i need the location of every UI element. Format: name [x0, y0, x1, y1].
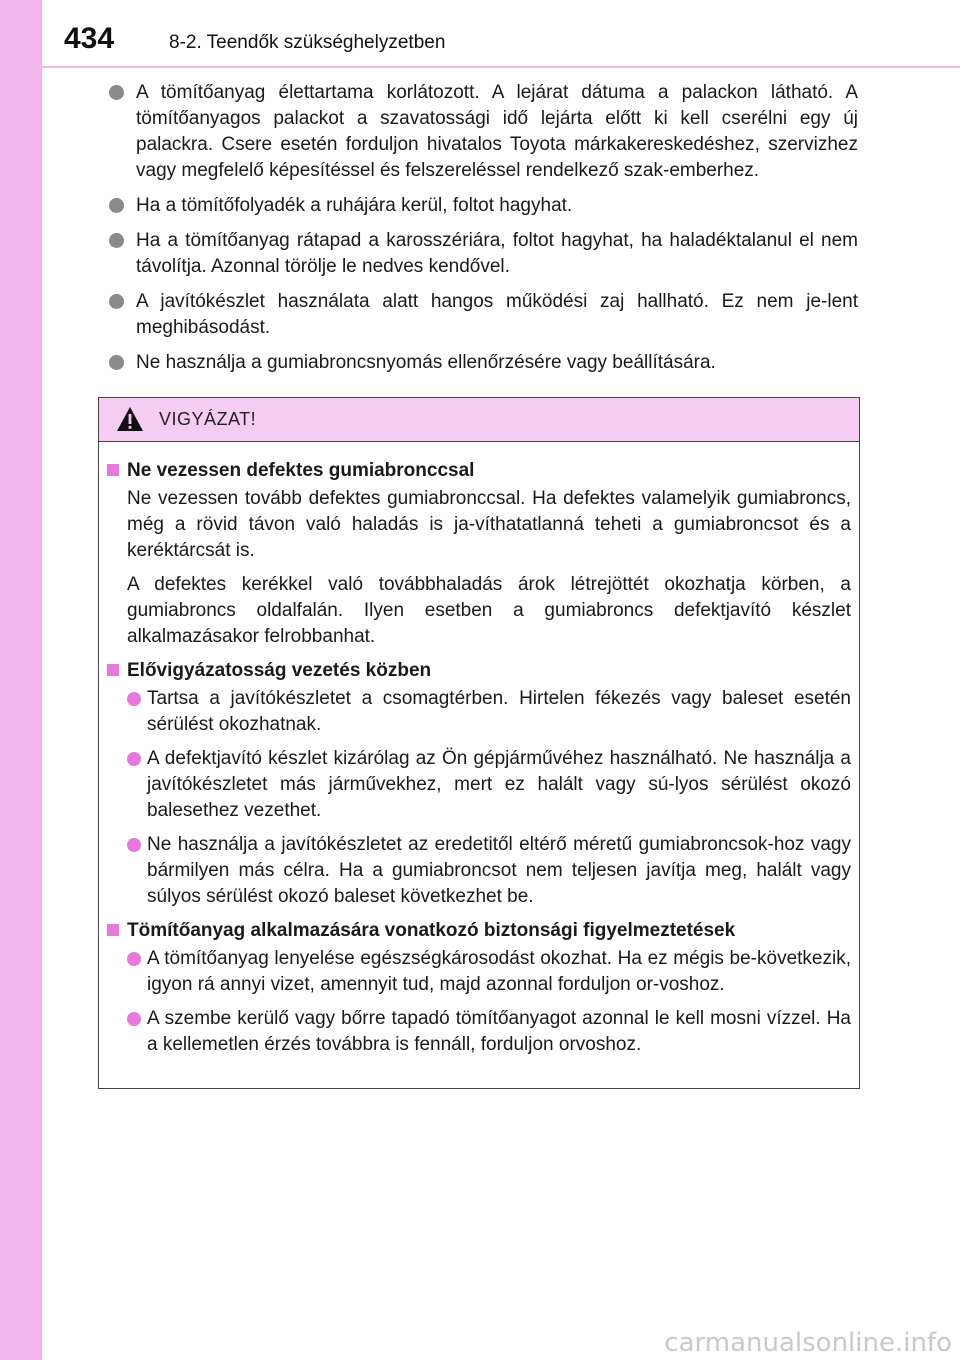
bullet-dot-icon [109, 355, 124, 370]
bullet-dot-icon [127, 838, 141, 852]
intro-bullet: A tömítőanyag élettartama korlátozott. A lejárat dátuma a palackon látható. A tömítőanyagos palackot a szavatossági idő lejárta előtt ki kell cserélni egy új palackra. Csere esetén forduljon hivatalos Toyota márkakereskedéshez, szervizhez vagy megfelelő képesítéssel és felszereléssel rendelkező szak-emberhez. [108, 80, 858, 184]
warning-header [99, 398, 859, 442]
bullet-dot-icon [127, 952, 141, 966]
bullet-dot-icon [127, 1012, 141, 1026]
bullet-dot-icon [127, 692, 141, 706]
square-bullet-icon [107, 464, 119, 476]
warning-bullet: Tartsa a javítókészletet a csomagtérben. Hirtelen fékezés vagy baleset esetén sérülést okozhatnak. [127, 686, 851, 738]
intro-bullet: Ne használja a gumiabroncsnyomás ellenőrzésére vagy beállítására. [108, 350, 858, 376]
warning-paragraph: A defektes kerékkel való továbbhaladás árok létrejöttét okozhatja körben, a gumiabroncs oldalfalán. Ilyen esetben a gumiabroncs defektjavító készlet alkalmazásakor felrobbanhat. [127, 574, 851, 647]
warning-bullet: A defektjavító készlet kizárólag az Ön gépjárművéhez használható. Ne használja a javítókészletet más járművekhez, mert ez halált vagy sú-lyos sérülést okozó balesethez vezethet. [127, 746, 851, 824]
left-color-band [0, 0, 42, 1360]
warning-bullet: A tömítőanyag lenyelése egészségkárosodást okozhat. Ha ez mégis be-következik, igyon rá annyi vizet, amennyit tud, majd azonnal forduljon or-voshoz. [127, 946, 851, 998]
section-title: 8-2. Teendők szükséghelyzetben [169, 32, 446, 53]
warning-section-heading: Elővigyázatosság vezetés közben [107, 658, 851, 684]
warning-section-heading: Tömítőanyag alkalmazására vonatkozó biztonsági figyelmeztetések [107, 918, 851, 944]
warning-bullet: Ne használja a javítókészletet az eredetitől eltérő méretű gumiabroncsok-hoz vagy bármilyen más célra. Ha a gumiabroncsot nem teljesen javítja meg, halált vagy súlyos sérülést okozó baleset következhet be. [127, 832, 851, 910]
warning-title: VIGYÁZAT! [159, 409, 257, 429]
watermark: carmanualsonline.info [664, 1328, 952, 1358]
warning-bullet: A szembe kerülő vagy bőrre tapadó tömítőanyagot azonnal le kell mosni vízzel. Ha a kellemetlen érzés továbbra is fennáll, forduljon orvoshoz. [127, 1006, 851, 1058]
warning-box [98, 397, 860, 1089]
bullet-dot-icon [127, 752, 141, 766]
header-rule [42, 66, 960, 68]
warning-triangle-icon [116, 406, 144, 432]
intro-bullet: A javítókészlet használata alatt hangos működési zaj hallható. Ez nem je-lent meghibásodást. [108, 289, 858, 341]
intro-bullet: Ha a tömítőfolyadék a ruhájára kerül, foltot hagyhat. [108, 193, 858, 219]
square-bullet-icon [107, 664, 119, 676]
warning-paragraph: Ne vezessen tovább defektes gumiabronccsal. Ha defektes valamelyik gumiabroncs, még a rövid távon való haladás is ja-víthatatlanná teheti a gumiabroncsot és a keréktárcsát is. [127, 488, 851, 561]
square-bullet-icon [107, 924, 119, 936]
bullet-dot-icon [109, 198, 124, 213]
warning-section-heading: Ne vezessen defektes gumiabronccsal [107, 458, 851, 484]
bullet-dot-icon [109, 294, 124, 309]
warning-body [99, 442, 859, 1058]
bullet-dot-icon [109, 85, 124, 100]
intro-bullet-list [108, 80, 858, 385]
bullet-dot-icon [109, 233, 124, 248]
page-number: 434 [64, 22, 115, 55]
intro-bullet: Ha a tömítőanyag rátapad a karosszériára, foltot hagyhat, ha haladéktalanul el nem távolítja. Azonnal törölje le nedves kendővel. [108, 228, 858, 280]
